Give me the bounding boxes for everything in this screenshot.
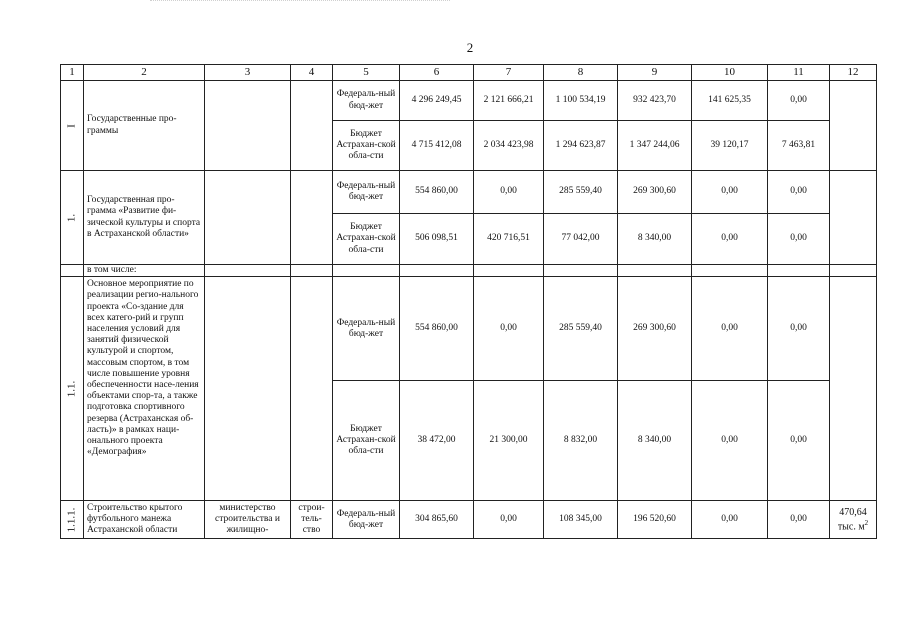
value-cell: 0,00 [768,277,830,381]
value-cell: 38 472,00 [400,381,474,501]
kind-cell [291,171,333,265]
value-cell: 4 715 412,08 [400,121,474,171]
value-cell: 1 100 534,19 [544,81,618,121]
value-cell: 304 865,60 [400,501,474,539]
col-header: 7 [474,65,544,81]
row-code: I [61,81,84,171]
value-cell: 554 860,00 [400,171,474,214]
table-row [61,81,877,121]
funding-source: Бюджет Астрахан-ской обла-сти [333,214,400,265]
value-cell: 0,00 [768,501,830,539]
value-cell: 0,00 [692,381,768,501]
unit-cell [830,277,877,501]
value-cell: 932 423,70 [618,81,692,121]
kind-cell: строи-тель-ство [291,501,333,539]
value-cell: 0,00 [692,277,768,381]
value-cell: 8 340,00 [618,214,692,265]
value-cell: 7 463,81 [768,121,830,171]
col-header: 8 [544,65,618,81]
unit-cell [830,171,877,265]
value-cell: 0,00 [692,171,768,214]
unit-superscript: 2 [864,518,869,527]
empty-cell [400,265,474,277]
col-header: 10 [692,65,768,81]
executor-cell [205,277,291,501]
value-cell: 0,00 [474,501,544,539]
empty-cell [768,265,830,277]
kind-cell [291,81,333,171]
col-header: 11 [768,65,830,81]
unit-cell [830,501,877,539]
empty-cell [692,265,768,277]
table-row [61,277,877,381]
value-cell: 0,00 [768,214,830,265]
funding-source: Федераль-ный бюд-жет [333,501,400,539]
value-cell: 2 034 423,98 [474,121,544,171]
budget-table [60,64,877,539]
col-header: 5 [333,65,400,81]
funding-source: Федераль-ный бюд-жет [333,81,400,121]
executor-cell [205,171,291,265]
empty-cell [333,265,400,277]
value-cell: 0,00 [474,171,544,214]
funding-source: Федераль-ный бюд-жет [333,171,400,214]
row-name: Строительство крытого футбольного манежа Астраханской области [84,501,205,539]
value-cell: 1 347 244,06 [618,121,692,171]
table-row [61,265,877,277]
value-cell: 196 520,60 [618,501,692,539]
value-cell: 0,00 [474,277,544,381]
unit-label: тыс. м [837,520,865,532]
row-name: Государственные про-граммы [84,81,205,171]
value-cell: 269 300,60 [618,171,692,214]
funding-source: Бюджет Астрахан-ской обла-сти [333,381,400,501]
executor-cell: министерство строительства и жилищно- [205,501,291,539]
value-cell: 4 296 249,45 [400,81,474,121]
value-cell: 0,00 [692,214,768,265]
page-number: 2 [466,40,474,55]
executor-cell [205,81,291,171]
col-header: 12 [830,65,877,81]
row-code: 1.1. [61,277,84,501]
value-cell: 1 294 623,87 [544,121,618,171]
value-cell: 420 716,51 [474,214,544,265]
value-cell: 285 559,40 [544,277,618,381]
value-cell: 269 300,60 [618,277,692,381]
including-label: в том числе: [84,265,205,277]
value-cell: 21 300,00 [474,381,544,501]
col-header: 9 [618,65,692,81]
scan-artifact [150,0,450,4]
value-cell: 554 860,00 [400,277,474,381]
funding-source: Бюджет Астрахан-ской обла-сти [333,121,400,171]
col-header: 3 [205,65,291,81]
kind-cell [291,277,333,501]
row-name: Основное мероприятие по реализации регио-нального проекта «Со-здание для всех катего-рий и групп населения условий для занятий физической культурой и спортом, массовым спортом, в том числе повышение уровня обеспеченности насе-ления объектами спор-та, а также подготовка спортивного резерва (Астраханская об-ласть)» в рамках наци-онального проекта «Демография» [84,277,205,501]
value-cell: 108 345,00 [544,501,618,539]
empty-cell [474,265,544,277]
value-cell: 39 120,17 [692,121,768,171]
table-row [61,171,877,214]
col-header: 1 [61,65,84,81]
funding-source: Федераль-ный бюд-жет [333,277,400,381]
value-cell: 506 098,51 [400,214,474,265]
value-cell: 77 042,00 [544,214,618,265]
empty-cell [544,265,618,277]
empty-cell [830,265,877,277]
header-row [61,65,877,81]
row-name: Государственная про-грамма «Развитие фи-зической культуры и спорта в Астраханской области» [84,171,205,265]
value-cell: 0,00 [768,81,830,121]
col-header: 6 [400,65,474,81]
unit-cell [830,81,877,171]
col-header: 2 [84,65,205,81]
empty-cell [618,265,692,277]
row-code: 1. [61,171,84,265]
value-cell: 0,00 [768,381,830,501]
table-row [61,501,877,539]
empty-cell [205,265,291,277]
row-code [61,265,84,277]
unit-value: 470,64 [839,506,867,518]
value-cell: 0,00 [768,171,830,214]
value-cell: 8 340,00 [618,381,692,501]
col-header: 4 [291,65,333,81]
value-cell: 285 559,40 [544,171,618,214]
value-cell: 8 832,00 [544,381,618,501]
row-code: 1.1.1. [61,501,84,539]
value-cell: 2 121 666,21 [474,81,544,121]
value-cell: 141 625,35 [692,81,768,121]
empty-cell [291,265,333,277]
value-cell: 0,00 [692,501,768,539]
